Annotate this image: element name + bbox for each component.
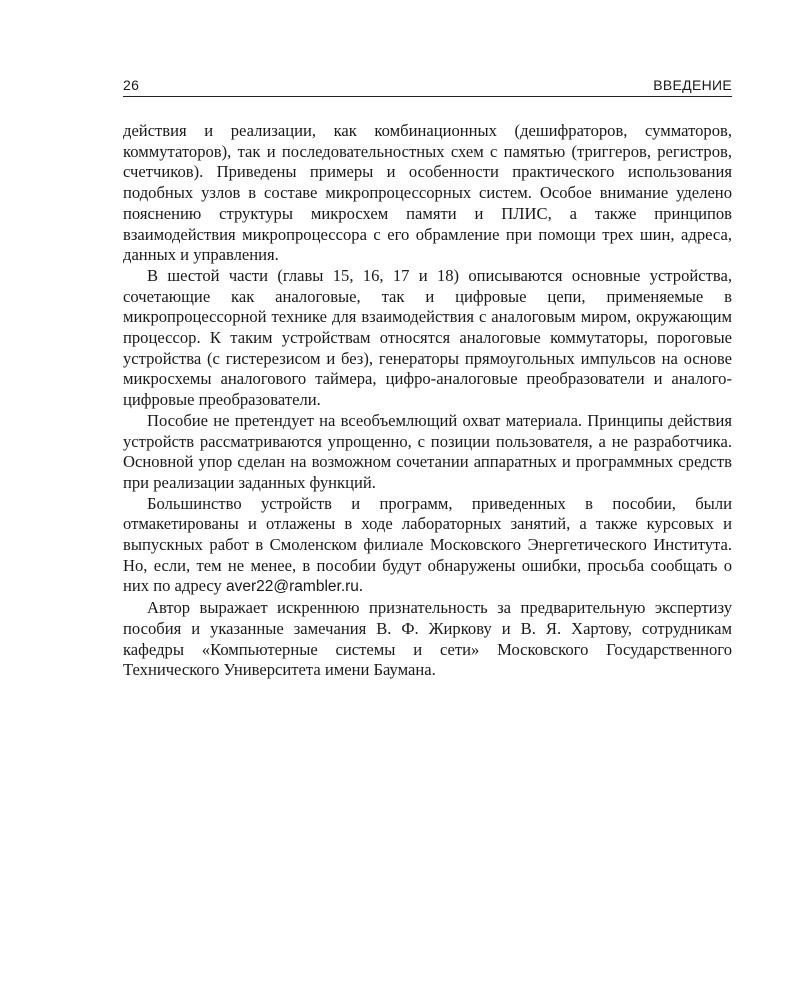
paragraph-errata-period: . [358, 576, 364, 596]
paragraph-continuation: действия и реализации, как комбинационных (дешифраторов, сумматоров, коммутаторов), так и последовательностных схем с памятью (триггеров, регистров, счетчиков). Приведены примеры и особенности практического использования подобных узлов в составе микропроцессорных систем. Особое внимание уделено пояснению структуры микросхем памяти и ПЛИС, а также принципов взаимодействия микропроцессора с его обрамление при помощи трех шин, адреса, данных и управления. [123, 121, 732, 265]
page-body [123, 121, 732, 681]
paragraph-errata-text: Большинство устройств и программ, приведенных в пособии, были отмакетированы и отлажены в ходе лабораторных занятий, а также курсовых и выпускных работ в Смоленском филиале Московского Энергетического Института. Но, если, тем не менее, в пособии будут обнаружены ошибки, просьба сообщать о них по адресу [123, 493, 732, 596]
paragraph-part-six: В шестой части (главы 15, 16, 17 и 18) описываются основные устройства, сочетающие как аналоговые, так и цифровые цепи, применяемые в микропроцессорной технике для взаимодействия с аналоговым миром, окружающим процессор. К таким устройствам относятся аналоговые коммутаторы, пороговые устройства (с гистерезисом и без), генераторы прямоугольных импульсов на основе микросхемы аналогового таймера, цифро-аналоговые преобразователи и аналого-цифровые преобразователи. [123, 265, 732, 410]
email-link[interactable]: aver22@rambler.ru [226, 578, 359, 596]
paragraph-acknowledgments: Автор выражает искреннюю признательность за предварительную экспертизу пособия и указанные замечания В. Ф. Жиркову и В. Я. Хартову, сотрудникам кафедры «Компьютерные системы и сети» Московского Государственного Технического Университета имени Баумана. [123, 598, 732, 680]
page-header [123, 76, 732, 97]
page-number: 26 [123, 77, 140, 93]
paragraph-errata [123, 494, 732, 599]
section-title: ВВЕДЕНИЕ [653, 77, 732, 93]
paragraph-scope: Пособие не претендует на всеобъемлющий охват материала. Принципы действия устройств рассматриваются упрощенно, с позиции пользователя, а не разработчика. Основной упор сделан на возможном сочетании аппаратных и программных средств при реализации заданных функций. [123, 410, 732, 492]
